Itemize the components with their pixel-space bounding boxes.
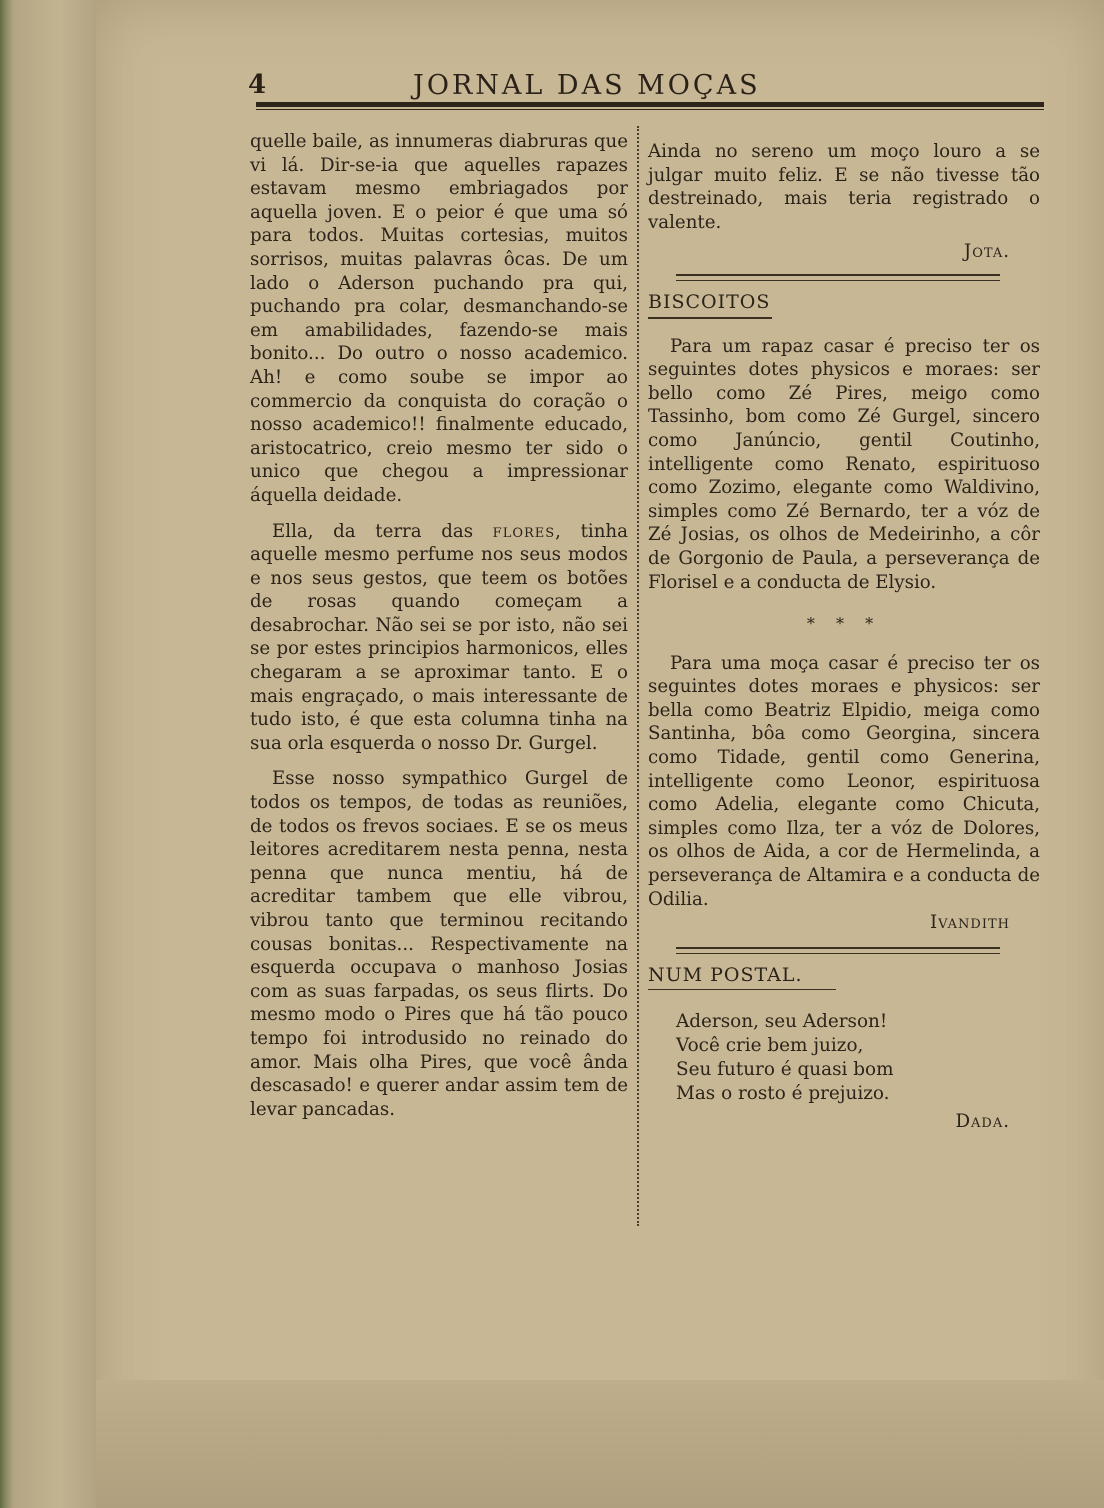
- page-number: 4: [248, 70, 267, 100]
- section-title-underline: [648, 317, 772, 319]
- page-header: [248, 66, 1038, 106]
- section-separator: [676, 274, 1000, 276]
- header-rule-thin: [256, 109, 1044, 110]
- right-paragraph-2: Para um rapaz casar é preciso ter os seguintes dotes physicos e moraes: ser bello como Zé Pires, meigo como Tassinho, bom como Zé Gurgel, sincero como Janúncio, gentil Coutinho, intelligente como Renato, espirituoso como Zozimo, elegante como Waldivino, simples como Zé Bernardo, ter a vóz de Zé Josias, os olhos de Medeirinho, a côr de Gorgonio de Paula, a perseverança de Florisel e a conducta de Elysio.: [648, 335, 1040, 593]
- right-column: [648, 140, 1040, 1134]
- poem: [676, 1010, 1040, 1106]
- poem-line: Mas o rosto é prejuizo.: [676, 1083, 890, 1105]
- signature-dada: Dada.: [955, 1111, 1010, 1133]
- section-separator-2: [676, 947, 1000, 949]
- header-rule: [256, 102, 1044, 107]
- binding-edge: [0, 0, 96, 1508]
- left-paragraph-3: Esse nosso sympathico Gurgel de todos os tempos, de todas as reuniões, de todos os frevos sociaes. E se os meus leitores acreditarem nesta penna, nesta penna que nunca mentiu, há de acreditar tambem que elle vibrou, vibrou tanto que terminou recitando cousas bonitas... Respectivamente na esquerda occupava o manhoso Josias com as suas farpadas, os seus flirts. Do mesmo modo o Pires que há tão pouco tempo foi introdusido no reinado do amor. Mais olha Pires, que você ânda descasado! e querer andar assim tem de levar pancadas.: [250, 768, 628, 1120]
- flores-word: flores: [492, 520, 556, 542]
- column-divider: [637, 126, 640, 1226]
- poem-line: Você crie bem juizo,: [676, 1035, 864, 1057]
- section-separator-2-thin: [676, 953, 1000, 954]
- section-title-biscoitos: BISCOITOS: [648, 290, 771, 313]
- left-paragraph-2-start: Ella, da terra das: [272, 520, 493, 542]
- page-bottom-margin: [96, 1380, 1104, 1508]
- right-paragraph-3: Para uma moça casar é preciso ter os seguintes dotes moraes e physicos: ser bella como Beatriz Elpidio, meiga como Santinha, bôa como Georgina, sincera como Tidade, gentil como Generina, intelligente como Leonor, espirituosa como Adelia, elegante como Chicuta, simples como Ilza, ter a vóz de Dolores, os olhos de Aida, a cor de Hermelinda, a perseverança de Altamira e a conducta de Odilia.: [648, 652, 1040, 910]
- asterism: * * *: [806, 614, 882, 634]
- section-separator-thin: [676, 280, 1000, 281]
- left-paragraph-2-rest: , tinha aquelle mesmo perfume nos seus modos e nos seus gestos, que teem os botões de rosas quando começam a desabrochar. Não sei se por isto, não sei se por estes principios harmonicos, elles chegaram a se aproximar tanto. E o mais engraçado, o mais interessante de tudo isto, é que esta columna tinha na sua orla esquerda o nosso Dr. Gurgel.: [250, 520, 628, 754]
- poem-line: Seu futuro é quasi bom: [676, 1059, 894, 1081]
- masthead-title: JORNAL DAS MOÇAS: [413, 70, 761, 101]
- left-column: [250, 130, 628, 1121]
- section-title-num-postal: NUM POSTAL.: [648, 963, 803, 986]
- left-paragraph-1: quelle baile, as innumeras diabruras que vi lá. Dir-se-ia que aquelles rapazes estavam mesmo embriagados por aquella joven. E o peior é que uma só para todos. Muitas cortesias, muitos sorrisos, muitas palavras ôcas. De um lado o Aderson puchando pra qui, puchando pra colar, desmanchando-se em amabilidades, fazendo-se mais bonito... Do outro o nosso academico. Ah! e como soube se impor ao commercio da conquista do coração o nosso academico!! finalmente educado, aristocatrico, creio mesmo ter sido o unico que chegou a impressionar áquella deidade.: [250, 131, 628, 506]
- right-paragraph-1: Ainda no sereno um moço louro a se julgar muito feliz. E se não tivesse tão destreinado, mais teria registrado o valente.: [648, 141, 1040, 233]
- signature-jota: Jota.: [963, 241, 1010, 263]
- section-title-2-underline: [648, 989, 836, 990]
- left-paragraph-2: [250, 520, 628, 756]
- signature-ivandith: Ivandith: [929, 912, 1010, 934]
- poem-line: Aderson, seu Aderson!: [676, 1011, 888, 1033]
